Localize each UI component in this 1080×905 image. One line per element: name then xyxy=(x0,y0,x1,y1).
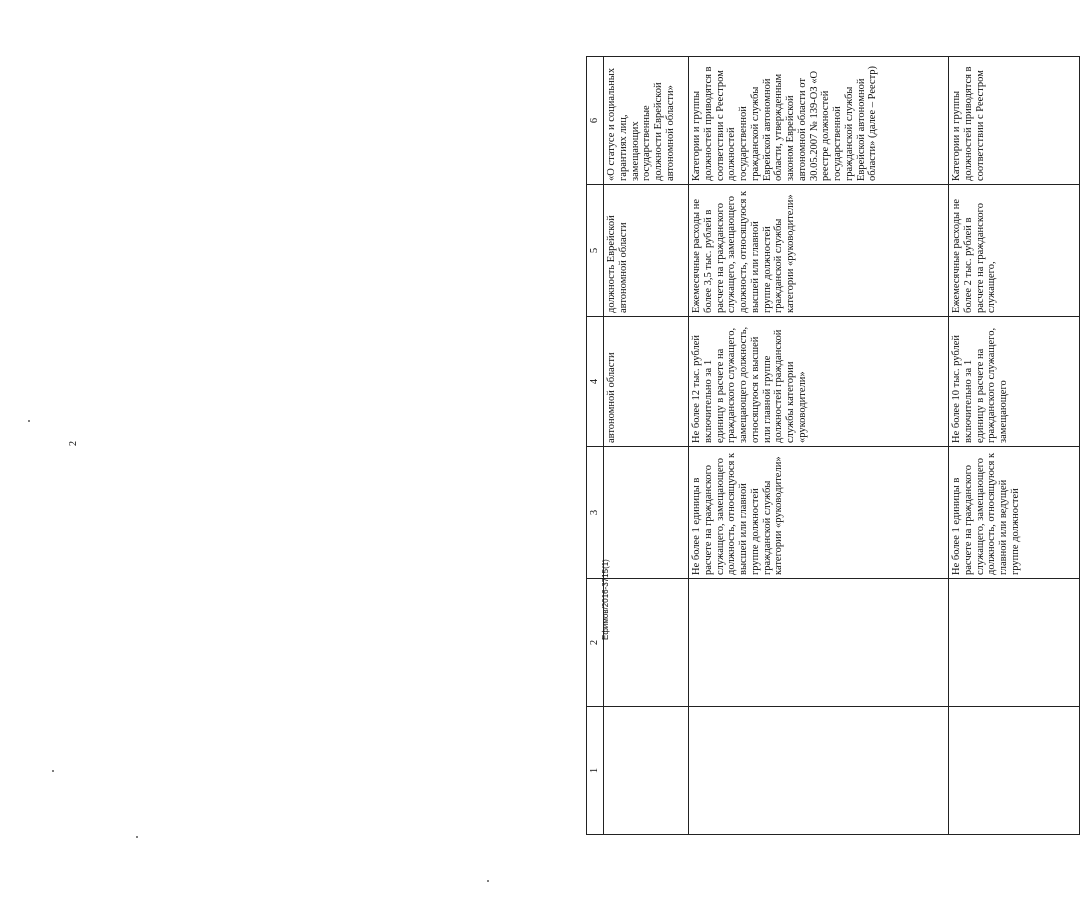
table-row xyxy=(949,57,1080,835)
table-cell: Категории и группы должностей приводятся в соответствии с Реестром должностей государственной гражданской службы Еврейской автономной области, утвержденным законом Еврейской автономной области от 30.05.2007 № 139-ОЗ «О реестре должностей государственной гражданской службы Еврейской автономной области» (далее – Реестр) xyxy=(689,57,949,185)
header-row xyxy=(587,57,604,835)
table-cell: Не более 10 тыс. рублей включительно за 1 единицу в расчете на гражданского служащего, замещающего xyxy=(949,317,1080,447)
scan-speck xyxy=(136,836,138,838)
table-cell xyxy=(604,579,689,707)
table-cell: «О статусе и социальных гарантиях лиц, замещающих государственные должности Еврейской автономной области» xyxy=(604,57,689,185)
table-cell xyxy=(949,579,1080,707)
table-cell: Ежемесячные расходы не более 3,5 тыс. рублей в расчете на гражданского служащего, замещающего должность, относящуюся к высшей или главной группе должностей гражданской службы категории «руководители» xyxy=(689,185,949,317)
scan-speck xyxy=(52,770,54,772)
table-cell xyxy=(604,447,689,579)
rotated-table-container xyxy=(586,57,1080,835)
table-cell: Не более 1 единицы в расчете на гражданского служащего, замещающего должность, относящуюся к высшей или главной группе должностей гражданской службы категории «руководители» xyxy=(689,447,949,579)
table-cell: Ежемесячные расходы не более 2 тыс. рублей в расчете на гражданского служащего, xyxy=(949,185,1080,317)
table-cell: Не более 12 тыс. рублей включительно за 1 единицу в расчете на гражданского служащего, замещающего должность, относящуюся к высшей или главной группе должностей гражданской службы категории «руководители» xyxy=(689,317,949,447)
scan-speck xyxy=(487,880,489,882)
table-cell xyxy=(689,579,949,707)
col-header-3: 3 xyxy=(587,447,604,579)
col-header-2: 2 xyxy=(587,579,604,707)
table-cell: Категории и группы должностей приводятся в соответствии с Реестром xyxy=(949,57,1080,185)
table-row xyxy=(604,57,689,835)
col-header-5: 5 xyxy=(587,185,604,317)
table-cell: автономной области xyxy=(604,317,689,447)
col-header-6: 6 xyxy=(587,57,604,185)
document-code: Ефимов/2016-3715(1) xyxy=(601,559,610,640)
page-number: 2 xyxy=(68,441,79,446)
table-cell: Не более 1 единицы в расчете на гражданского служащего, замещающего должность, относящуюся к главной или ведущей группе должностей xyxy=(949,447,1080,579)
col-header-4: 4 xyxy=(587,317,604,447)
table-cell xyxy=(689,707,949,835)
scan-speck xyxy=(28,420,30,422)
table-cell xyxy=(949,707,1080,835)
table-cell xyxy=(604,707,689,835)
table-row xyxy=(689,57,949,835)
table-cell: должность Еврейской автономной области xyxy=(604,185,689,317)
col-header-1: 1 xyxy=(587,707,604,835)
requirements-table xyxy=(586,56,1080,835)
